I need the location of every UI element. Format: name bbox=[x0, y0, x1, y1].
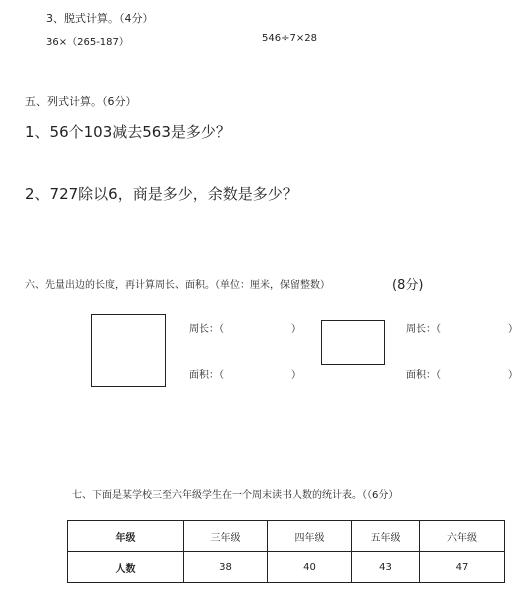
table-row bbox=[68, 552, 505, 583]
q3-title: 3、脱式计算。（4分） bbox=[46, 12, 154, 25]
square-figure bbox=[91, 314, 166, 387]
grade-header-cell: 年级 bbox=[68, 521, 184, 552]
count-cell: 38 bbox=[184, 552, 268, 583]
perimeter-close-2: ） bbox=[508, 324, 518, 335]
grade-cell: 四年级 bbox=[268, 521, 352, 552]
area-label-1: 面积：（ bbox=[189, 370, 224, 381]
s5-question-1: 1、56个103减去563是多少？ bbox=[25, 123, 231, 141]
rectangle-figure bbox=[321, 320, 385, 365]
area-close-2: ） bbox=[508, 370, 518, 381]
perimeter-label-1: 周长：（ bbox=[189, 324, 224, 335]
s5-question-2: 2、727除以6，商是多少，余数是多少？ bbox=[25, 185, 298, 203]
area-label-2: 面积：（ bbox=[406, 370, 441, 381]
grade-cell: 三年级 bbox=[184, 521, 268, 552]
area-close-1: ） bbox=[291, 370, 301, 381]
q3-expression-1: 36×（265-187） bbox=[46, 37, 129, 48]
grade-cell: 五年级 bbox=[352, 521, 420, 552]
count-header-cell: 人数 bbox=[68, 552, 184, 583]
count-cell: 47 bbox=[420, 552, 505, 583]
count-cell: 43 bbox=[352, 552, 420, 583]
reading-stats-table bbox=[67, 520, 505, 583]
table-row bbox=[68, 521, 505, 552]
grade-cell: 六年级 bbox=[420, 521, 505, 552]
perimeter-close-1: ） bbox=[291, 324, 301, 335]
count-cell: 40 bbox=[268, 552, 352, 583]
s6-score: (8分) bbox=[392, 278, 424, 293]
q3-expression-2: 546÷7×28 bbox=[262, 33, 317, 44]
s6-title: 六、先量出边的长度，再计算周长、面积。（单位：厘米，保留整数） bbox=[25, 280, 330, 291]
s7-title: 七、下面是某学校三至六年级学生在一个周末读书人数的统计表。（（6分） bbox=[72, 490, 399, 501]
s5-title: 五、列式计算。（6分） bbox=[25, 95, 137, 108]
perimeter-label-2: 周长：（ bbox=[406, 324, 441, 335]
